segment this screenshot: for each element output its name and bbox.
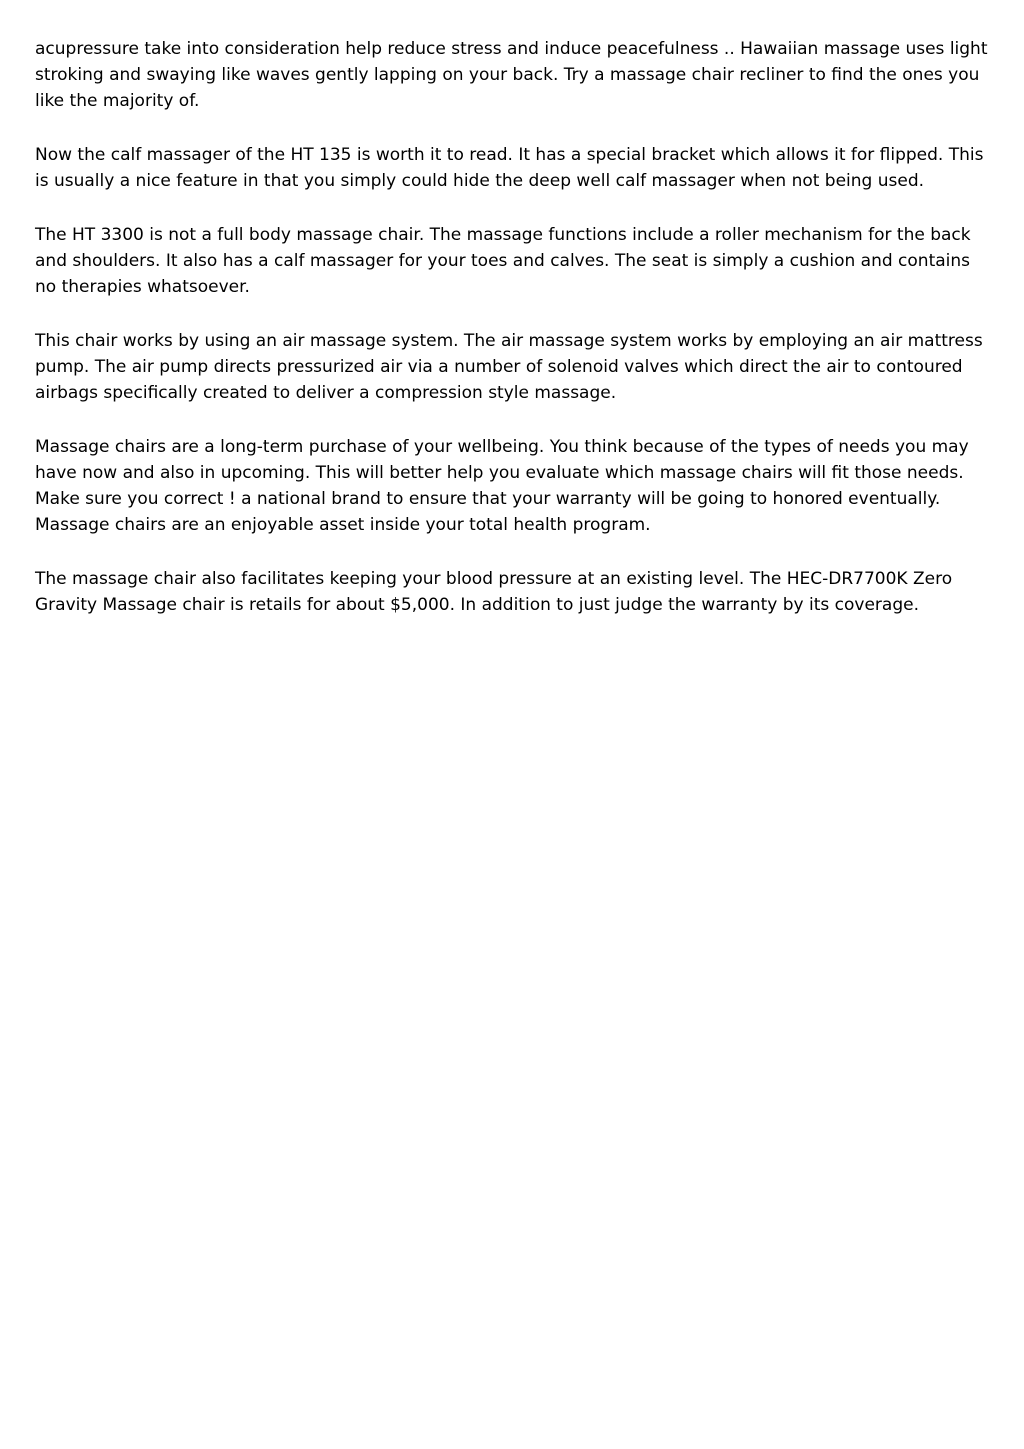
paragraph: The HT 3300 is not a full body massage chair. The massage functions include a roller mechanism for the back and shoulders. It also has a calf massager for your toes and calves. The seat is simply a cushion and contains no therapies whatsoever.	[35, 225, 971, 297]
paragraph: acupressure take into consideration help reduce stress and induce peacefulness .. Hawaiian massage uses light stroking and swaying like waves gently lapping on your back. Try a massage chair recliner to find the ones you like the majority of.	[35, 39, 988, 111]
document-page	[35, 36, 995, 646]
paragraph: This chair works by using an air massage system. The air massage system works by employing an air mattress pump. The air pump directs pressurized air via a number of solenoid valves which direct the air to contoured airbags specifically created to deliver a compression style massage.	[35, 331, 983, 403]
paragraph: Now the calf massager of the HT 135 is worth it to read. It has a special bracket which allows it for flipped. This is usually a nice feature in that you simply could hide the deep well calf massager when not being used.	[35, 145, 984, 191]
paragraph: Massage chairs are a long-term purchase of your wellbeing. You think because of the types of needs you may have now and also in upcoming. This will better help you evaluate which massage chairs will fit those needs. Make sure you correct ! a national brand to ensure that your warranty will be going to honored eventually. Massage chairs are an enjoyable asset inside your total health program.	[35, 437, 969, 535]
paragraph: The massage chair also facilitates keeping your blood pressure at an existing level. The HEC-DR7700K Zero Gravity Massage chair is retails for about $5,000. In addition to just judge the warranty by its coverage.	[35, 569, 953, 615]
